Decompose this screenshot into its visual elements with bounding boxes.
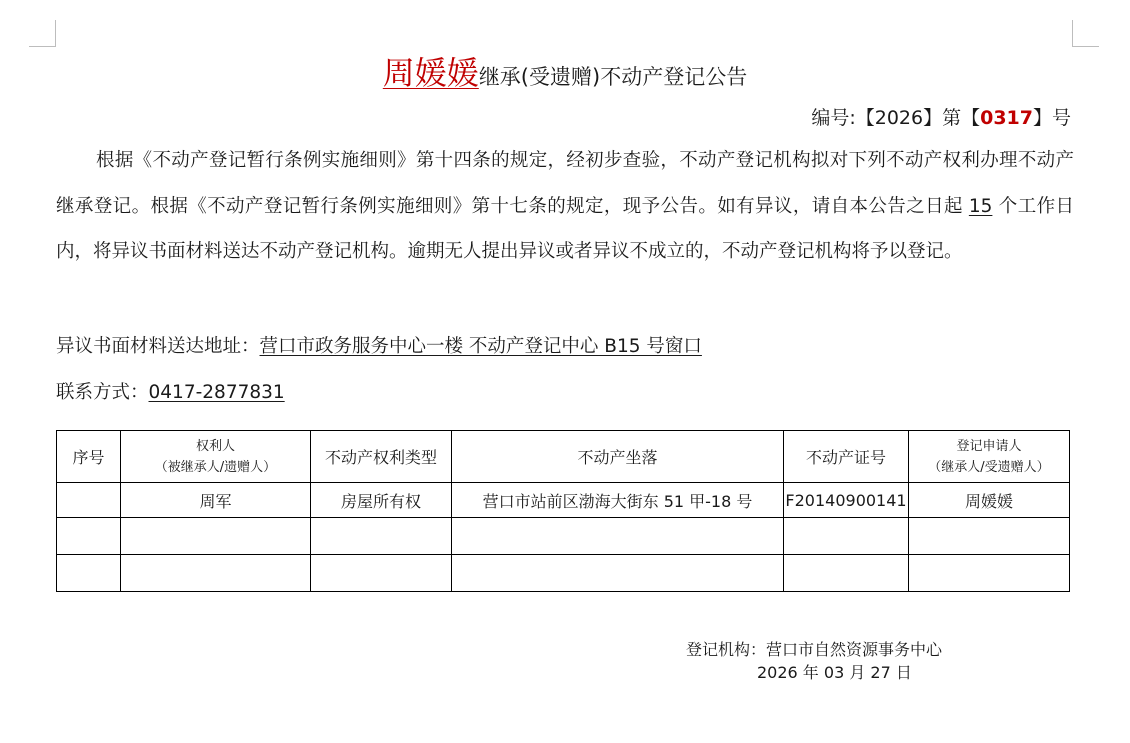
header-cert-no: 不动产证号 bbox=[784, 431, 909, 483]
document-number bbox=[811, 103, 1071, 130]
announcement-date: 2026 年 03 月 27 日 bbox=[757, 663, 912, 682]
objection-address bbox=[56, 332, 702, 358]
title-applicant-name: 周媛媛 bbox=[382, 54, 479, 92]
header-location: 不动产坐落 bbox=[452, 431, 784, 483]
cell-right-type bbox=[311, 555, 452, 592]
page-corner-mark-top-left bbox=[29, 20, 56, 47]
cell-holder: 周军 bbox=[121, 483, 311, 518]
cell-right-type: 房屋所有权 bbox=[311, 483, 452, 518]
body-part-2: 个工作日内，将异议书面材料送达不动产登记机构。逾期无人提出异议或者异议不成立的，不动产登记机构将予以登记。 bbox=[56, 195, 1074, 263]
cell-seq bbox=[57, 518, 121, 555]
table-row bbox=[57, 483, 1070, 518]
header-applicant-sub: （继承人/受遗赠人） bbox=[928, 459, 1050, 475]
contact-label: 联系方式： bbox=[56, 382, 149, 403]
objection-days: 15 bbox=[968, 195, 993, 217]
address-value: 营口市政务服务中心一楼 不动产登记中心 B15 号窗口 bbox=[259, 336, 702, 357]
body-part-1: 根据《不动产登记暂行条例实施细则》第十四条的规定，经初步查验，不动产登记机构拟对下列不动产权利办理不动产继承登记。根据《不动产登记暂行条例实施细则》第十七条的规定，现予公告。如有异议，请自本公告之日起 bbox=[56, 150, 1074, 217]
property-table bbox=[56, 430, 1070, 592]
doc-number-suffix: 】号 bbox=[1032, 107, 1071, 129]
announcement-title bbox=[0, 48, 1130, 94]
registration-agency: 登记机构：营口市自然资源事务中心 bbox=[686, 640, 943, 659]
cell-cert-no bbox=[784, 555, 909, 592]
header-applicant-label: 登记申请人 bbox=[956, 438, 1022, 454]
table-row bbox=[57, 518, 1070, 555]
header-seq: 序号 bbox=[57, 431, 121, 483]
contact-phone: 0417-2877831 bbox=[148, 382, 285, 403]
header-holder-sub: （被继承人/遗赠人） bbox=[154, 459, 277, 475]
cell-holder bbox=[121, 518, 311, 555]
cell-cert-no: F20140900141 bbox=[784, 483, 909, 518]
cell-location bbox=[452, 555, 784, 592]
header-right-type: 不动产权利类型 bbox=[311, 431, 452, 483]
cell-location bbox=[452, 518, 784, 555]
cell-applicant bbox=[909, 518, 1070, 555]
cell-applicant bbox=[909, 555, 1070, 592]
cell-location: 营口市站前区渤海大街东 51 甲-18 号 bbox=[452, 483, 784, 518]
table-header-row bbox=[57, 431, 1070, 483]
cell-applicant: 周媛媛 bbox=[909, 483, 1070, 518]
header-holder-label: 权利人 bbox=[195, 438, 235, 454]
cell-cert-no bbox=[784, 518, 909, 555]
table-row bbox=[57, 555, 1070, 592]
doc-number-value: 0317 bbox=[980, 107, 1033, 129]
cell-seq bbox=[57, 483, 121, 518]
doc-number-prefix: 编号:【2026】第【 bbox=[811, 107, 981, 129]
header-applicant bbox=[909, 431, 1070, 483]
contact-info bbox=[56, 378, 285, 404]
address-label: 异议书面材料送达地址： bbox=[56, 336, 260, 357]
cell-seq bbox=[57, 555, 121, 592]
announcement-body bbox=[56, 138, 1074, 275]
cell-right-type bbox=[311, 518, 452, 555]
title-text: 继承(受遗赠)不动产登记公告 bbox=[478, 65, 748, 89]
page-corner-mark-top-right bbox=[1072, 20, 1099, 47]
cell-holder bbox=[121, 555, 311, 592]
header-holder bbox=[121, 431, 311, 483]
